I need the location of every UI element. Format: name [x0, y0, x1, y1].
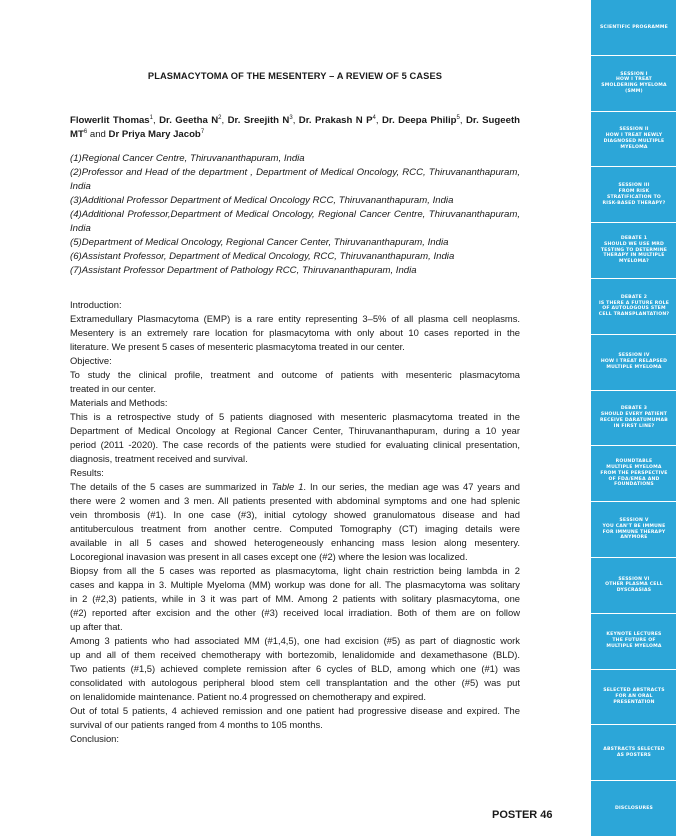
body-line: Locoregional inavasion was present in all cases except one (#2) where the lesion was localized. — [70, 551, 468, 562]
author-affiliation-mark: 4 — [372, 114, 376, 121]
author-name: Dr. Prakash N P — [298, 115, 373, 126]
body-line: Conclusion: — [70, 733, 119, 744]
body-line: Mesentery is an extremely rare location for plasmacytoma with only about 10 cases reported in the — [70, 327, 520, 338]
sidebar-nav-item[interactable]: ROUNDTABLE MULTIPLE MYELOMA FROM THE PERSPECTIVE OF FDA/EMEA AND FOUNDATIONS — [591, 446, 676, 502]
affiliation-line: (4)Additional Professor,Department of Medical Oncology, Regional Cancer Centre, Thiruvananthapuram, India — [70, 209, 520, 234]
author-separator: , — [152, 115, 160, 126]
body-line: Materials and Methods: — [70, 397, 168, 408]
sidebar-nav-item[interactable]: SESSION II HOW I TREAT NEWLY DIAGNOSED MULTIPLE MYELOMA — [591, 112, 676, 168]
sidebar-nav-item[interactable]: SESSION V YOU CAN'T BE IMMUNE FOR IMMUNE THERAPY ANYMORE — [591, 502, 676, 558]
body-line: period (2011 -2020). The case records of the patients were studied for evaluating clinical presentation, — [70, 439, 520, 450]
sidebar-nav-item[interactable]: DEBATE 1 SHOULD WE USE MRD TESTING TO DETERMINE THERAPY IN MULTIPLE MYELOMA? — [591, 223, 676, 279]
body-line: diagnosis, treatment received and survival. — [70, 453, 248, 464]
author-separator: , — [221, 115, 228, 126]
author-separator: , — [375, 115, 382, 126]
sidebar-nav-item[interactable]: SCIENTIFIC PROGRAMME — [591, 0, 676, 56]
body-line: Introduction: — [70, 299, 122, 310]
author-name: Dr. Deepa Philip — [381, 115, 457, 126]
section-sidebar — [590, 0, 676, 836]
poster-number: POSTER 46 — [492, 809, 553, 821]
affiliation-line: (6)Assistant Professor, Department of Medical Oncology, RCC, Thiruvananthapuram, India — [70, 251, 455, 262]
abstract-body — [70, 298, 520, 746]
author-affiliation-mark: 3 — [289, 114, 293, 121]
body-line: vein thrombosis (#1). In one case (#3), initial cytology showed granulomatous disease and had — [70, 509, 520, 520]
body-line: in 2 (#2,3) patients, while in 3 it was part of MM. Among 2 patients with solitary plasmacytoma, one — [70, 593, 520, 604]
sidebar-nav-item[interactable]: DEBATE 3 SHOULD EVERY PATIENT RECEIVE DARATUMUMAB IN FIRST LINE? — [591, 391, 676, 447]
body-line: consolidated with autologous peripheral blood stem cell transplantation and the other (#5) was put — [70, 677, 520, 688]
author-name: Dr. Sugeeth MT — [70, 115, 520, 140]
sidebar-nav-item[interactable]: SESSION I HOW I TREAT SMOLDERING MYELOMA (SMM) — [591, 56, 676, 112]
body-line: antituberculous treatment from another centre. Computed Tomography (CT) imaging details were — [70, 523, 520, 534]
author-affiliation-mark: 2 — [218, 114, 222, 121]
sidebar-nav-item[interactable]: SESSION VI OTHER PLASMA CELL DYSCRASIAS — [591, 558, 676, 614]
affiliation-line: (7)Assistant Professor Department of Pathology RCC, Thiruvananthapuram, India — [70, 265, 417, 276]
author-name: Dr. Sreejith N — [227, 115, 290, 126]
affiliation-line: (1)Regional Cancer Centre, Thiruvananthapuram, India — [70, 153, 305, 164]
sidebar-nav-item[interactable]: ABSTRACTS SELECTED AS POSTERS — [591, 725, 676, 781]
sidebar-nav-item[interactable]: DISCLOSURES — [614, 805, 654, 811]
body-line: up after that. — [70, 621, 123, 632]
body-line: (#2) reported after excision and the other (#3) received local irradiation. Both of them are on follow — [70, 607, 520, 618]
body-line: Biopsy from all the 5 cases was reported as plasmacytoma, light chain restriction being lambda in 2 — [70, 565, 520, 576]
author-separator: and — [87, 129, 109, 140]
body-line: Two patients (#1,5) achieved complete remission after 6 cycles of BLD, among which one (#1) was — [70, 663, 520, 674]
body-line: To study the clinical profile, treatment and outcome of patients with mesenteric plasmacytoma — [70, 369, 520, 380]
author-separator: , — [292, 115, 299, 126]
author-name: Dr. Geetha N — [159, 115, 219, 126]
affiliation-list — [70, 152, 520, 278]
body-line: cases and kappa in 3. Multiple Myeloma (MM) workup was done for all. The plasmacytoma was solitary — [70, 579, 520, 590]
author-name: Flowerlit Thomas — [70, 115, 150, 126]
affiliation-line: (3)Additional Professor Department of Medical Oncology RCC, Thiruvananthapuram, India — [70, 195, 454, 206]
body-line: available in all 5 cases and showed heterogeneously enhancing mass lesion along mesentery. — [70, 537, 520, 548]
body-line: treated in our center. — [70, 383, 156, 394]
body-line: on lenalidomide maintenance. Patient no.4 progressed on chemotherapy and expired. — [70, 691, 426, 702]
author-name: Dr Priya Mary Jacob — [108, 129, 201, 140]
sidebar-nav-item[interactable]: DEBATE 2 IS THERE A FUTURE ROLE OF AUTOLOGOUS STEM CELL TRANSPLANTATION? — [591, 279, 676, 335]
author-affiliation-mark: 7 — [200, 128, 205, 135]
author-separator: , — [459, 115, 466, 126]
body-line: Results: — [70, 467, 104, 478]
body-line: survival of our patients ranged from 4 months to 105 months. — [70, 719, 323, 730]
table-reference: Table 1 — [271, 481, 304, 492]
body-line: there were 2 women and 3 men. All patients presented with abdominal symptoms and one had splenic — [70, 495, 520, 506]
body-line: Extramedullary Plasmacytoma (EMP) is a rare entity representing 3–5% of all plasma cell neoplasms. — [70, 313, 520, 324]
body-line: The details of the 5 cases are summarized in Table 1. In our series, the median age was 47 years and — [70, 481, 520, 492]
body-line: Objective: — [70, 355, 112, 366]
author-affiliation-mark: 5 — [456, 114, 460, 121]
affiliation-line: (2)Professor and Head of the department , Department of Medical Oncology, RCC, Thiruvananthapuram, India — [70, 167, 520, 192]
sidebar-nav-item[interactable]: SELECTED ABSTRACTS FOR AN ORAL PRESENTATION — [591, 670, 676, 726]
affiliation-line: (5)Department of Medical Oncology, Regional Cancer Center, Thiruvananthapuram, India — [70, 237, 449, 248]
author-affiliation-mark: 1 — [149, 114, 153, 121]
paper-title: PLASMACYTOMA OF THE MESENTERY – A REVIEW OF 5 CASES — [147, 71, 443, 81]
sidebar-nav-item[interactable]: SESSION IV HOW I TREAT RELAPSED MULTIPLE MYELOMA — [591, 335, 676, 391]
sidebar-nav-item[interactable]: KEYNOTE LECTURES THE FUTURE OF MULTIPLE MYELOMA — [591, 614, 676, 670]
author-affiliation-mark: 6 — [83, 128, 88, 135]
body-line: Out of total 5 patients, 4 achieved remission and one patient had progressive disease and expired. The — [70, 705, 520, 716]
body-line: Among 3 patients who had associated MM (#1,4,5), one had excision (#5) as part of diagnostic work — [70, 635, 520, 646]
author-list — [70, 114, 520, 142]
body-line: up and all of them received chemotherapy with bortezomib, lenalidomide and dexamethasone (BLD). — [70, 649, 520, 660]
body-line: literature. We present 5 cases of mesenteric plasmacytoma treated in our center. — [70, 341, 405, 352]
body-line: Department of Medical Oncology at Regional Cancer Center, Thiruvananthapuram, during a 10 year — [70, 425, 520, 436]
body-line: This is a retrospective study of 5 patients diagnosed with mesenteric plasmacytoma treated in the — [70, 411, 520, 422]
sidebar-nav-item[interactable]: SESSION III FROM RISK STRATIFICATION TO RISK-BASED THERAPY? — [591, 167, 676, 223]
